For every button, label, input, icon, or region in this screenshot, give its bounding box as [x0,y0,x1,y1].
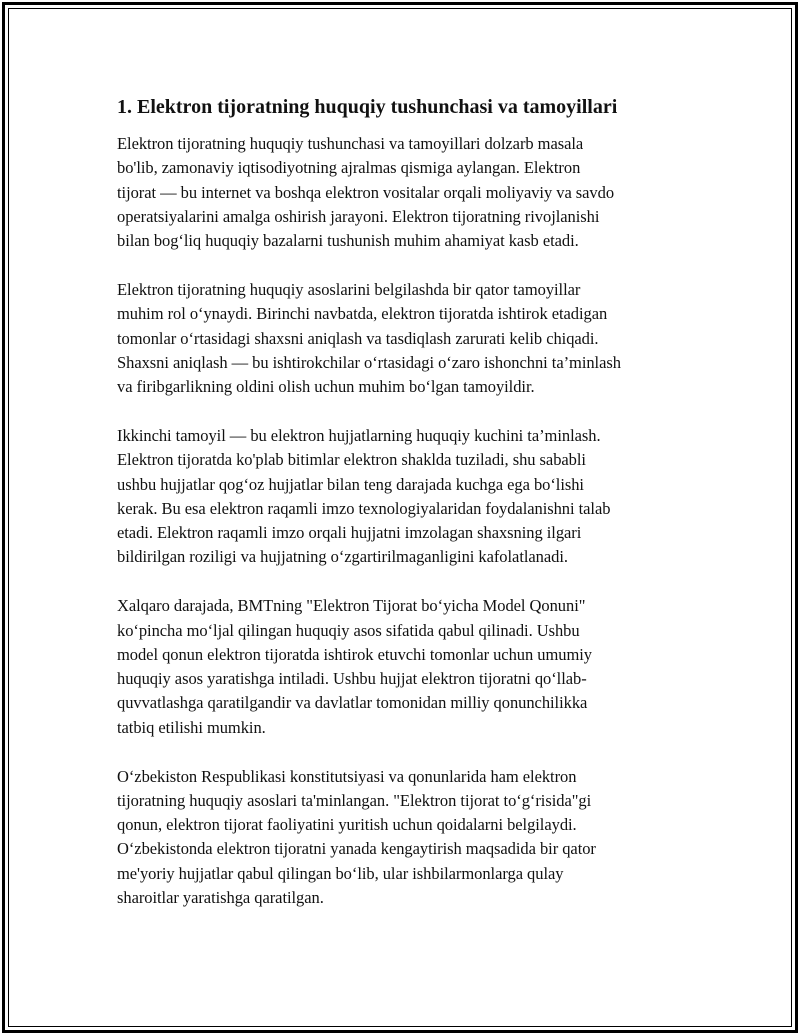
text-line: O‘zbekistonda elektron tijoratni yanada kengaytirish maqsadida bir qator [117,839,596,859]
section-heading: 1. Elektron tijoratning huquqiy tushunchasi va tamoyillari [117,96,618,118]
document-body [117,94,689,935]
text-line: etadi. Elektron raqamli imzo orqali hujjatni imzolagan shaxsning ilgari [117,523,582,543]
text-line: operatsiyalarini amalga oshirish jarayoni. Elektron tijoratning rivojlanishi [117,206,600,226]
text-line: model qonun elektron tijoratda ishtirok etuvchi tomonlar uchun umumiy [117,644,592,664]
text-line: ushbu hujjatlar qog‘oz hujjatlar bilan teng darajada kuchga ega bo‘lishi [117,474,584,494]
text-line: Elektron tijoratning huquqiy asoslarini belgilashda bir qator tamoyillar [117,279,581,299]
text-line: ko‘pincha mo‘ljal qilingan huquqiy asos sifatida qabul qilinadi. Ushbu [117,620,580,640]
text-line: tijoratning huquqiy asoslari ta'minlangan. "Elektron tijorat to‘g‘risida"gi [117,790,592,810]
text-line: qonun, elektron tijorat faoliyatini yuritish uchun qoidalarni belgilaydi. [117,815,577,835]
text-line: tijorat — bu internet va boshqa elektron vositalar orqali moliyaviy va savdo [117,182,615,202]
text-line: kerak. Bu esa elektron raqamli imzo texnologiyalaridan foydalanishni talab [117,498,611,518]
text-line: Shaxsni aniqlash — bu ishtirokchilar o‘rtasidagi o‘zaro ishonchni ta’minlash [117,352,621,372]
text-line: Xalqaro darajada, BMTning "Elektron Tijorat bo‘yicha Model Qonuni" [117,596,586,616]
text-line: Elektron tijoratda ko'plab bitimlar elektron shaklda tuziladi, shu sababli [117,450,586,470]
text-line: Ikkinchi tamoyil — bu elektron hujjatlarning huquqiy kuchini ta’minlash. [117,425,601,445]
text-line: quvvatlashga qaratilgandir va davlatlar tomonidan milliy qonunchilikka [117,693,588,713]
text-line: tomonlar o‘rtasidagi shaxsni aniqlash va tasdiqlash zarurati kelib chiqadi. [117,328,599,348]
paragraph-3 [117,424,689,570]
text-line: huquqiy asos yaratishga intiladi. Ushbu hujjat elektron tijoratni qo‘llab- [117,669,587,689]
text-line: tatbiq etilishi mumkin. [117,717,266,737]
text-line: O‘zbekiston Respublikasi konstitutsiyasi va qonunlarida ham elektron [117,766,577,786]
text-line: me'yoriy hujjatlar qabul qilingan bo‘lib, ular ishbilarmonlarga qulay [117,863,564,883]
paragraph-2 [117,278,689,399]
paragraph-1 [117,132,689,253]
text-line: sharoitlar yaratishga qaratilgan. [117,888,324,908]
text-line: va firibgarlikning oldini olish uchun muhim bo‘lgan tamoyildir. [117,377,535,397]
paragraph-4 [117,594,689,740]
text-line: bilan bog‘liq huquqiy bazalarni tushunish muhim ahamiyat kasb etadi. [117,231,579,251]
text-line: bildirilgan roziligi va hujjatning o‘zgartirilmaganligini kafolatlanadi. [117,547,568,567]
text-line: bo'lib, zamonaviy iqtisodiyotning ajralmas qismiga aylangan. Elektron [117,158,581,178]
text-line: muhim rol o‘ynaydi. Birinchi navbatda, elektron tijoratda ishtirok etadigan [117,304,608,324]
text-line: Elektron tijoratning huquqiy tushunchasi va tamoyillari dolzarb masala [117,134,584,153]
paragraph-5 [117,765,689,911]
